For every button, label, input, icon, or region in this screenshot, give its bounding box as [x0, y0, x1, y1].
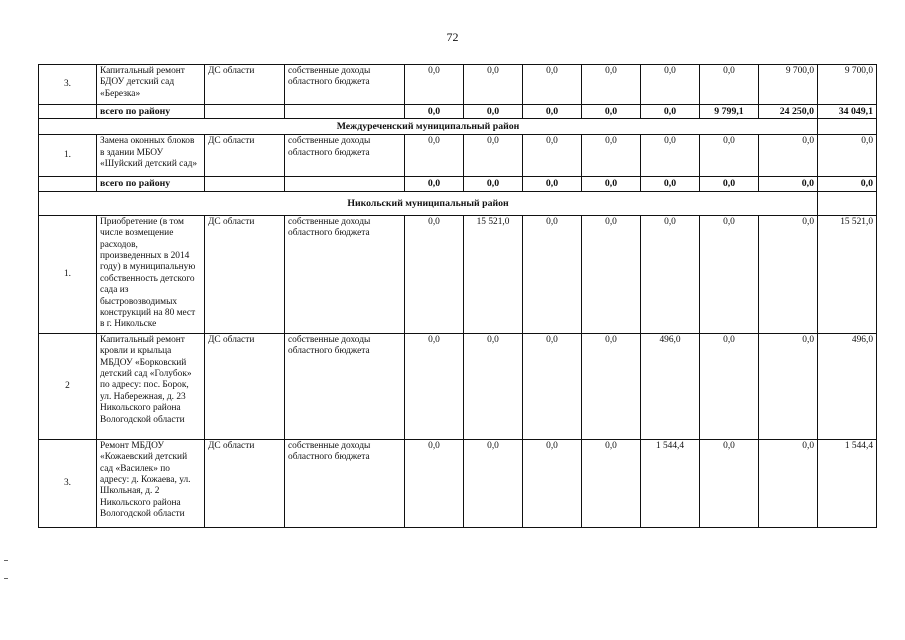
empty-cell	[205, 105, 285, 119]
table-row	[39, 177, 877, 191]
amount-value: 0,0	[464, 65, 523, 105]
total-value: 0,0	[464, 177, 523, 191]
funding-type: собственные доходы областного бюджета	[285, 135, 405, 177]
section-title: Никольский муниципальный район	[39, 191, 818, 215]
amount-value: 0,0	[582, 135, 641, 177]
row-number: 1.	[39, 215, 97, 333]
total-value: 0,0	[759, 177, 818, 191]
funding-source: ДС области	[205, 439, 285, 527]
amount-value: 0,0	[464, 333, 523, 439]
section-title: Междуреченский муниципальный район	[39, 119, 818, 135]
amount-value: 0,0	[759, 135, 818, 177]
funding-source: ДС области	[205, 333, 285, 439]
object-name: Капитальный ремонт кровли и крыльца МБДОУ «Борковский детский сад «Голубок» по адресу: пос. Борок, ул. Набережная, д. 23 Никольского района Вологодской области	[97, 333, 205, 439]
row-number: 2	[39, 333, 97, 439]
total-value: 0,0	[582, 177, 641, 191]
funding-source: ДС области	[205, 65, 285, 105]
row-number: 1.	[39, 135, 97, 177]
amount-value: 0,0	[818, 135, 877, 177]
total-value: 0,0	[405, 105, 464, 119]
table-row	[39, 333, 877, 439]
total-value: 0,0	[464, 105, 523, 119]
funding-type: собственные доходы областного бюджета	[285, 65, 405, 105]
amount-value: 0,0	[700, 333, 759, 439]
amount-value: 0,0	[523, 135, 582, 177]
total-value: 0,0	[641, 105, 700, 119]
amount-value: 0,0	[523, 439, 582, 527]
budget-table	[38, 64, 877, 528]
amount-value: 0,0	[759, 215, 818, 333]
amount-value: 0,0	[759, 333, 818, 439]
total-value: 0,0	[641, 177, 700, 191]
amount-value: 9 700,0	[759, 65, 818, 105]
empty-cell	[285, 105, 405, 119]
amount-value: 0,0	[523, 65, 582, 105]
table-row	[39, 135, 877, 177]
object-name: Приобретение (в том числе возмещение расходов, произведенных в 2014 году) в муниципальную собственность детского сада из быстровозводимых конструкций на 80 мест в г. Никольске	[97, 215, 205, 333]
table-row	[39, 215, 877, 333]
amount-value: 0,0	[759, 439, 818, 527]
amount-value: 0,0	[405, 65, 464, 105]
amount-value: 1 544,4	[818, 439, 877, 527]
amount-value: 15 521,0	[818, 215, 877, 333]
amount-value: 15 521,0	[464, 215, 523, 333]
total-value: 0,0	[523, 177, 582, 191]
empty-cell	[39, 177, 97, 191]
amount-value: 0,0	[405, 215, 464, 333]
amount-value: 0,0	[700, 439, 759, 527]
total-value: 24 250,0	[759, 105, 818, 119]
empty-cell	[285, 177, 405, 191]
amount-value: 0,0	[700, 135, 759, 177]
amount-value: 0,0	[464, 439, 523, 527]
total-value: 0,0	[523, 105, 582, 119]
empty-cell	[39, 105, 97, 119]
scan-edge-mark	[4, 560, 8, 561]
amount-value: 496,0	[818, 333, 877, 439]
amount-value: 0,0	[582, 333, 641, 439]
amount-value: 0,0	[523, 333, 582, 439]
table-row	[39, 105, 877, 119]
page-number: 72	[446, 30, 459, 44]
amount-value: 0,0	[582, 65, 641, 105]
table-row	[39, 439, 877, 527]
amount-value: 9 700,0	[818, 65, 877, 105]
row-number: 3.	[39, 439, 97, 527]
total-label: всего по району	[97, 177, 205, 191]
amount-value: 496,0	[641, 333, 700, 439]
total-value: 0,0	[700, 177, 759, 191]
table-row	[39, 65, 877, 105]
amount-value: 0,0	[523, 215, 582, 333]
scan-edge-mark	[4, 578, 8, 579]
empty-cell	[818, 119, 877, 135]
amount-value: 0,0	[641, 135, 700, 177]
amount-value: 0,0	[582, 215, 641, 333]
amount-value: 0,0	[405, 439, 464, 527]
amount-value: 0,0	[641, 215, 700, 333]
amount-value: 0,0	[700, 215, 759, 333]
total-value: 0,0	[405, 177, 464, 191]
row-number: 3.	[39, 65, 97, 105]
total-label: всего по району	[97, 105, 205, 119]
table-row	[39, 191, 877, 215]
empty-cell	[205, 177, 285, 191]
amount-value: 0,0	[405, 135, 464, 177]
amount-value: 0,0	[582, 439, 641, 527]
amount-value: 0,0	[464, 135, 523, 177]
object-name: Замена оконных блоков в здании МБОУ «Шуйский детский сад»	[97, 135, 205, 177]
table-row	[39, 119, 877, 135]
funding-type: собственные доходы областного бюджета	[285, 215, 405, 333]
funding-type: собственные доходы областного бюджета	[285, 439, 405, 527]
amount-value: 0,0	[700, 65, 759, 105]
total-value: 0,0	[818, 177, 877, 191]
object-name: Капитальный ремонт БДОУ детский сад «Березка»	[97, 65, 205, 105]
total-value: 0,0	[582, 105, 641, 119]
total-value: 34 049,1	[818, 105, 877, 119]
funding-source: ДС области	[205, 135, 285, 177]
amount-value: 0,0	[641, 65, 700, 105]
total-value: 9 799,1	[700, 105, 759, 119]
object-name: Ремонт МБДОУ «Кожаевский детский сад «Василек» по адресу: д. Кожаева, ул. Школьная, д. 2 Никольского района Вологодской области	[97, 439, 205, 527]
amount-value: 1 544,4	[641, 439, 700, 527]
funding-source: ДС области	[205, 215, 285, 333]
amount-value: 0,0	[405, 333, 464, 439]
funding-type: собственные доходы областного бюджета	[285, 333, 405, 439]
empty-cell	[818, 191, 877, 215]
